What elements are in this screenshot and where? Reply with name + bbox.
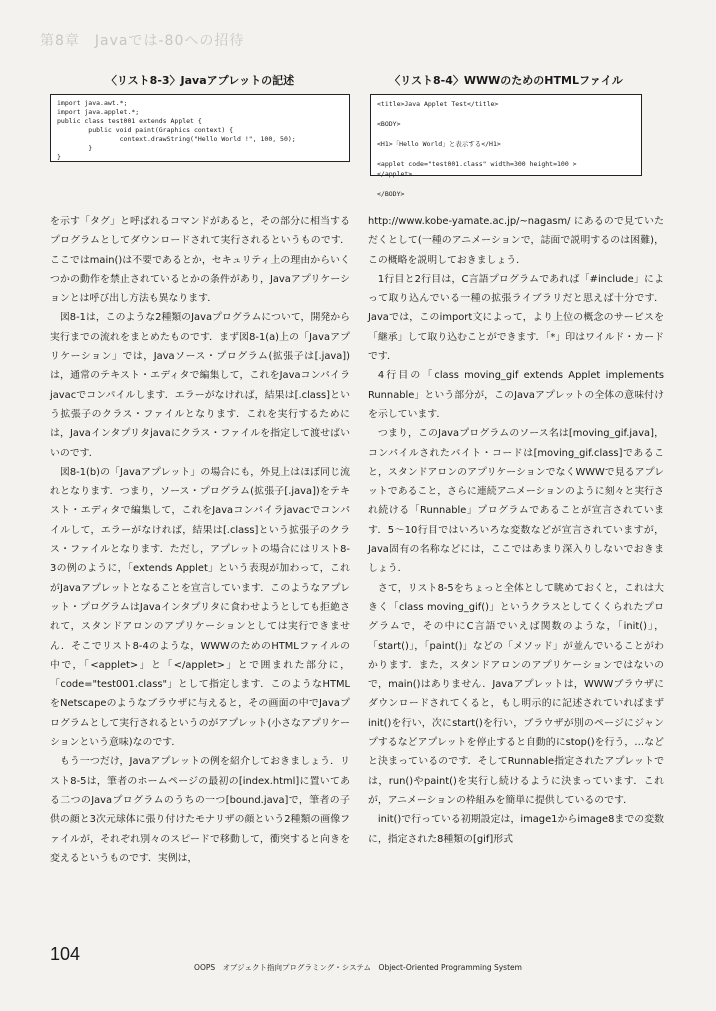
page-number: 104 (50, 944, 81, 964)
paragraph: もう一つだけ，Javaアプレットの例を紹介しておきましょう．リスト8-5は，筆者のホームページの最初の[index.html]に置いてある二つのJavaプログラムのうちの一つ[bound.java]で，筆者の子供の顔と3次元球体に張り付けたモナリザの顔という2種類の画像ファイルが，それぞれ別々のスピードで移動して，衝突すると向きを変えるというものです．実例は， (50, 756, 350, 864)
listing-8-3 (50, 72, 350, 162)
paragraph: さて，リスト8-5をちょっと全体として眺めておくと，これは大きく「class moving_gif()」というクラスとしてくくられたプログラムで，その中にC言語でいえば関数のような，「init()」，「start()」，「paint()」などの「メソッド」が並んでいることがわかります．また，スタンドアロンのアプリケーションではないので，main()はありません．Javaアプレットは，WWWブラウザにダウンロードされてくると，もし明示的に記述されていればまずinit()を行い，次にstart()を行い，ブラウザが別のページにジャンプするなどアプレットを停止すると自動的にstop()を行う，…などと決まっているのです．そしてRunnable指定されたアプレットでは，run()やpaint()を実行し続けるように決まっています．これが，アニメーションの枠組みを簡単に提供しているのです． (368, 582, 664, 806)
listing-8-3-code: import java.awt.*; import java.applet.*; public class test001 extends Applet { public void paint(Graphics context) { context.drawString("Hello World !", 100, 50); } } (50, 94, 350, 162)
paragraph: 4行目の「class moving_gif extends Applet implements Runnable」という部分が，このJavaアプレットの全体の意味付けを示しています． (368, 370, 664, 420)
left-column (50, 212, 350, 868)
footer: OOPS オブジェクト指向プログラミング・システム Object-Oriented Programming System (194, 963, 522, 972)
paragraph: http://www.kobe-yamate.ac.jp/~nagasm/ にあるので見ていただくとして(一種のアニメーションで，誌面で説明するのは困難)，この概略を説明しておきましょう． (368, 216, 664, 266)
paragraph: 1行目と2行目は，C言語プログラムであれば「#include」によって取り込んでいる一種の拡張ライブラリだと思えば十分です．Javaでは，このimport文によって，より上位の概念のサービスを「継承」して取り込むことができます．「*」印はワイルド・カードです． (368, 273, 664, 363)
paragraph: init()で行っている初期設定は，image1からimage8までの変数に，指定された8種類の[gif]形式 (368, 814, 664, 845)
bleedthrough-header: 第8章 Javaでは-80への招待 (40, 33, 245, 49)
listing-8-3-title: 〈リスト8-3〉Javaアプレットの記述 (105, 74, 295, 87)
listing-8-4 (370, 72, 642, 198)
paragraph: 図8-1(b)の「Javaアプレット」の場合にも，外見上はほぼ同じ流れとなります．つまり，ソース・プログラム(拡張子[.java])をテキスト・エディタで編集して，これをJavaコンパイラjavacでコンパイルして，エラーがなければ，結果は[.class]という拡張子のクラス・ファイルとなります．ただし，アプレットの場合にはリスト8-3の例のように，「extends Applet」という表現が加わって，これがJavaアプレットとなることを宣言しています．このようなアプレット・プログラムはJavaインタプリタに食わせようとしても拒絶されて，スタンドアロンのアプリケーションとしては実行できません．そこでリスト8-4のような，WWWのためのHTMLファイルの中で，「<applet>」と「</applet>」とで囲まれた部分に，「code="test001.class"」として指定します．このようなHTMLをNetscapeのようなブラウザに与えると，その画面の中でJavaプログラムとして実行されるというのがアプレット(小さなアプリケーションという意味)なのです． (50, 466, 350, 749)
paragraph: を示す「タグ」と呼ばれるコマンドがあると，その部分に相当するプログラムとしてダウンロードされて実行されるというものです．ここではmain()は不要であるとか，セキュリティ上の理由からいくつかの動作を禁止されているとかの条件があり，Javaアプリケーションとは呼び出し方法も異なります． (50, 216, 350, 305)
paragraph: つまり，このJavaプログラムのソース名は[moving_gif.java]，コンパイルされたバイト・コードは[moving_gif.class]であること，スタンドアロンのアプリケーションでなくWWWで見るアプレットであること，さらに連続アニメーションのように刻々と実行され続ける「Runnable」プログラムであることが宣言されています．5〜10行目ではいろいろな変数などが宣言されていますが，Java固有の名称などには，ここではあまり深入りしないでおきましょう． (368, 428, 664, 575)
paragraph: 図8-1は，このような2種類のJavaプログラムについて，開発から実行までの流れをまとめたものです．まず図8-1(a)上の「Javaアプリケーション」では，Javaソース・プログラム(拡張子は[.java])は，通常のテキスト・エディタで編集して，これをJavaコンパイラjavacでコンパイルします．エラーがなければ，結果は[.class]という拡張子のクラス・ファイルとなります．これを実行するためには，Javaインタプリタjavaにクラス・ファイルを指定して渡せばいいのです． (50, 312, 350, 459)
listing-8-4-code: <title>Java Applet Test</title> <BODY> <H1>「Hello World」と表示する</H1> <applet code="test001.class" width=300 height=100 > </applet> </BODY> (370, 94, 642, 176)
listing-8-4-title: 〈リスト8-4〉WWWのためのHTMLファイル (389, 74, 623, 87)
right-column (368, 212, 664, 849)
